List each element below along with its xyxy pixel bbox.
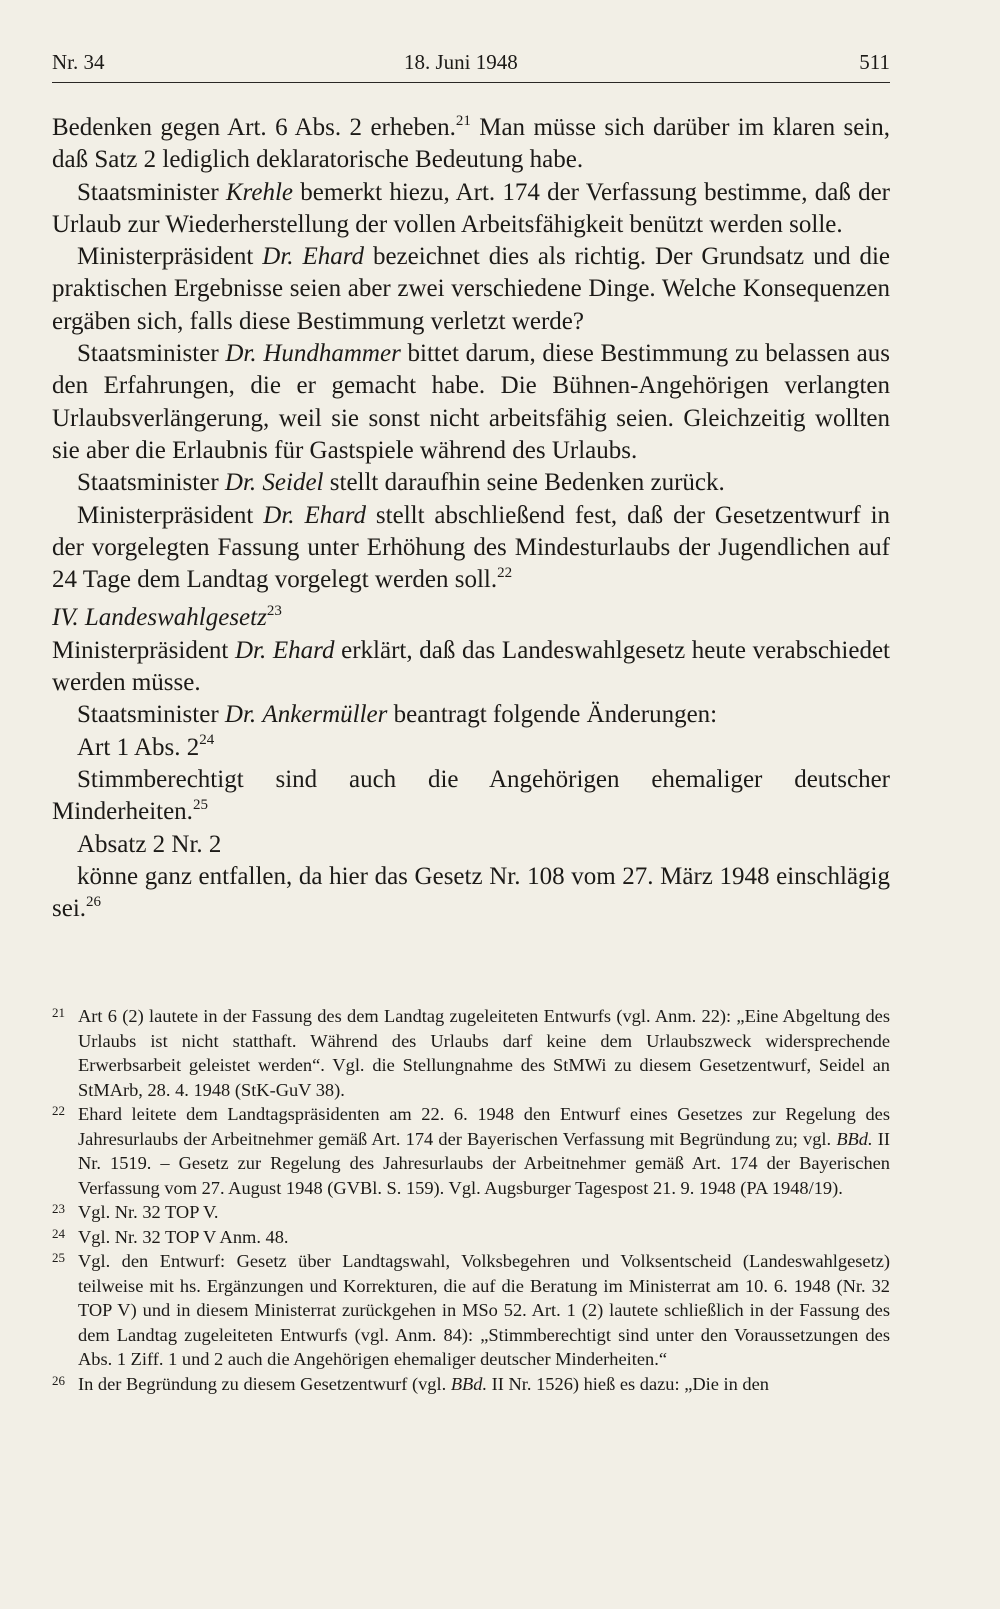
footnote-ref-21: 21 — [455, 112, 471, 129]
speaker-name: Krehle — [225, 178, 293, 206]
text-run: Staatsminister — [77, 178, 226, 206]
paragraph-9 — [52, 732, 890, 764]
section-heading — [52, 602, 890, 634]
paragraph-7 — [52, 635, 890, 700]
speaker-name: Ehard — [304, 501, 367, 529]
footnote-text: Art 6 (2) lautete in der Fassung des dem Landtag zugeleiteten Entwurfs (vgl. Anm. 22): „Eine Abgeltung des Urlaubs ist nicht statthaft. Während des Urlaubs darf keine dem Urlaubszweck widersprechende Erwerbsarbeit geleistet werden“. Vgl. die Stellungnahme des StMWi zu diesem Gesetzentwurf, Seidel an StMArb, 28. 4. 1948 (StK-GuV 38). — [78, 1006, 890, 1100]
paragraph-1 — [52, 112, 890, 177]
speaker-title: Dr. — [262, 243, 294, 271]
footnote-24 — [52, 1225, 890, 1250]
paragraph-2 — [52, 177, 890, 242]
paragraph-4 — [52, 338, 890, 467]
text-run: Staatsminister — [77, 469, 225, 497]
speaker-title: Dr. — [224, 469, 257, 497]
footnote-text: II Nr. 1519. – Gesetz zur Regelung des Jahresurlaubs der Arbeitnehmer gemäß Art. 174 der Bayerischen Verfassung vom 27. August 1948 (GVBl. S. 159). Vgl. Augsburger Tagespost 21. 9. 1948 (PA 1948/19). — [78, 1128, 890, 1198]
footnote-25 — [52, 1249, 890, 1372]
paragraph-10 — [52, 764, 890, 829]
speaker-title: Dr. — [225, 340, 257, 368]
speaker-name: Hundhammer — [263, 340, 401, 368]
footnote-text: Vgl. Nr. 32 TOP V. — [78, 1202, 219, 1222]
footnote-21 — [52, 1004, 890, 1102]
paragraph-11 — [52, 829, 890, 861]
page-number: 511 — [859, 50, 890, 74]
footnote-text: Ehard leitete dem Landtagspräsidenten am 22. 6. 1948 den Entwurf eines Gesetzes zur Regelung des Jahresurlaubs der Arbeitnehmer gemäß Art. 174 der Bayerischen Verfassung mit Begründung zu; vgl. — [78, 1104, 890, 1149]
section-heading-text: IV. Landeswahlgesetz — [52, 604, 267, 632]
header-date: 18. Juni 1948 — [404, 50, 518, 74]
footnote-23 — [52, 1200, 890, 1225]
footnote-ref-26: 26 — [86, 893, 102, 910]
speaker-title: Dr. — [235, 636, 267, 664]
footnote-number: 26 — [52, 1372, 65, 1388]
footnote-ref-23: 23 — [266, 603, 282, 620]
speaker-name: Ehard — [302, 243, 365, 271]
text-run: Ministerpräsident — [77, 243, 263, 271]
footnote-text: Vgl. den Entwurf: Gesetz über Landtagswahl, Volksbegehren und Volksentscheid (Landeswahlgesetz) teilweise mit hs. Ergänzungen und Korrekturen, die auf die Beratung im Ministerrat am 10. 6. 1948 (Nr. 32 TOP V) und in diesem Ministerrat zurückgehen in MSo 52. Art. 1 (2) lautete schließlich in der Fassung des dem Landtag zugeleiteten Entwurfs (vgl. Anm. 84): „Stimmberechtigt sind unter den Voraussetzungen des Abs. 1 Ziff. 1 und 2 auch die Angehörigen ehemaliger deutscher Minderheiten.“ — [78, 1251, 890, 1369]
text-run: Staatsminister — [77, 340, 226, 368]
text-run: Ministerpräsident — [77, 501, 264, 529]
paragraph-6 — [52, 500, 890, 597]
paragraph-8 — [52, 699, 890, 731]
text-run: Bedenken gegen Art. 6 Abs. 2 erheben. — [52, 114, 456, 141]
footnote-22 — [52, 1102, 890, 1200]
text-run: Staatsminister — [77, 701, 225, 729]
source-abbrev: BBd. — [450, 1373, 488, 1394]
main-text — [52, 112, 890, 925]
speaker-title: Dr. — [263, 501, 295, 529]
protocol-number: Nr. 34 — [52, 50, 105, 74]
footnote-ref-22: 22 — [497, 564, 513, 581]
speaker-name: Seidel — [262, 469, 324, 497]
text-run: bittet darum, diese Bestimmung zu belassen aus den Erfahrungen, die er gemacht habe. Die Bühnen-Angehörigen verlangten Urlaubsverlängerung, weil sie sonst nicht arbeitsfähig seien. Gleichzeitig wollten sie aber die Erlaubnis für Gastspiele während des Urlaubs. — [52, 340, 890, 464]
page-header — [52, 48, 890, 83]
text-run: Stimmberechtigt sind auch die Angehörigen ehemaliger deutscher Minderheiten. — [52, 765, 890, 826]
footnote-text: II Nr. 1526) hieß es dazu: „Die in den — [487, 1373, 769, 1394]
paragraph-3 — [52, 241, 890, 338]
text-run: Ministerpräsident — [52, 636, 235, 664]
text-run: könne ganz entfallen, da hier das Gesetz Nr. 108 vom 27. März 1948 einschlägig sei. — [52, 862, 890, 923]
footnote-number: 23 — [52, 1201, 65, 1216]
text-run: beantragt folgende Änderungen: — [387, 701, 718, 729]
paragraph-5 — [52, 467, 890, 499]
footnote-number: 21 — [52, 1005, 65, 1020]
text-run: stellt abschließend fest, daß der Gesetzentwurf in der vorgelegten Fassung unter Erhöhung des Mindesturlaubs der Jugendlichen auf 24 Tage dem Landtag vorgelegt werden soll. — [52, 501, 891, 594]
paragraph-12 — [52, 861, 890, 926]
footnote-ref-25: 25 — [192, 796, 208, 813]
footnote-text: In der Begründung zu diesem Gesetzentwurf (vgl. — [78, 1373, 451, 1394]
text-run: Art 1 Abs. 2 — [77, 733, 200, 761]
footnote-number: 22 — [52, 1103, 65, 1118]
text-run: erklärt, daß das Landeswahlgesetz heute verabschiedet werden müsse. — [52, 636, 891, 697]
text-run: Man müsse sich darüber im klaren sein, daß Satz 2 lediglich deklaratorische Bedeutung habe. — [52, 114, 890, 174]
footnote-number: 24 — [52, 1225, 65, 1241]
source-abbrev: BBd. — [836, 1128, 873, 1149]
speaker-name: Ehard — [272, 636, 335, 664]
text-run: stellt daraufhin seine Bedenken zurück. — [323, 469, 725, 497]
footnote-26 — [52, 1372, 890, 1397]
footnote-number: 25 — [52, 1250, 65, 1265]
footnote-ref-24: 24 — [199, 732, 215, 749]
footnotes — [52, 1004, 890, 1396]
footnote-text: Vgl. Nr. 32 TOP V Anm. 48. — [78, 1226, 289, 1247]
text-run: bemerkt hiezu, Art. 174 der Verfassung bestimme, daß der Urlaub zur Wiederherstellung der vollen Arbeitsfähigkeit benützt werden solle. — [52, 178, 890, 238]
text-run: bezeichnet dies als richtig. Der Grundsatz und die praktischen Ergebnisse seien aber zwei verschiedene Dinge. Welche Konsequenzen ergäben sich, falls diese Bestimmung verletzt werde? — [52, 243, 891, 335]
speaker-title: Dr. — [224, 701, 257, 729]
text-run: Absatz 2 Nr. 2 — [77, 830, 222, 858]
speaker-name: Ankermüller — [262, 701, 388, 729]
